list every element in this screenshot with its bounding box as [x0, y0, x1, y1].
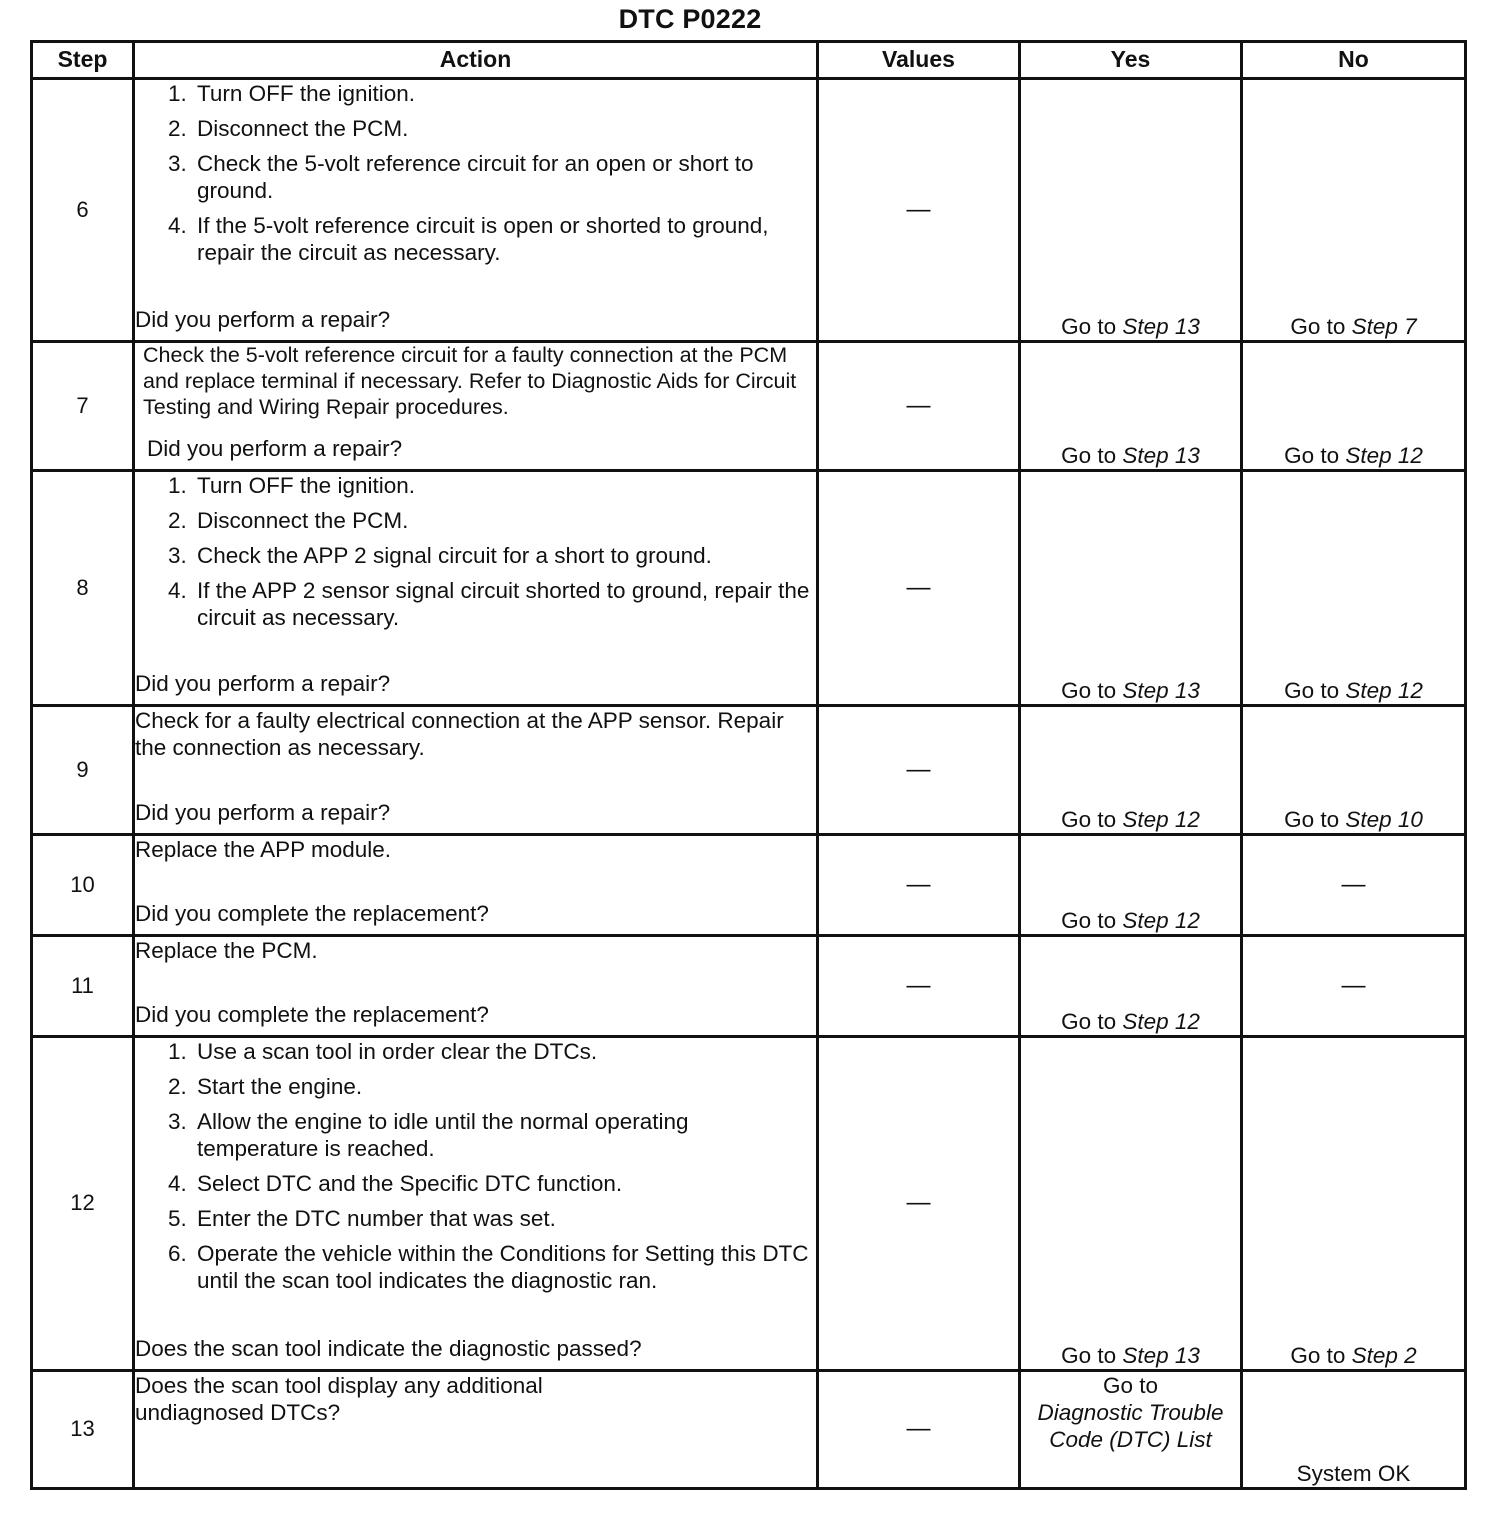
no-cell	[1242, 706, 1466, 835]
action-item: 1. Turn OFF the ignition.	[193, 472, 816, 499]
step-number: 9	[32, 706, 134, 835]
action-cell	[134, 79, 818, 342]
action-question: Did you complete the replacement?	[135, 901, 489, 926]
action-cell	[134, 342, 818, 471]
header-step: Step	[32, 42, 134, 79]
values-cell: —	[818, 835, 1020, 936]
values-cell: —	[818, 1037, 1020, 1371]
action-item: 3. Check the APP 2 signal circuit for a short to ground.	[193, 542, 816, 569]
no-cell	[1242, 79, 1466, 342]
table-row	[32, 706, 1466, 835]
step-number: 13	[32, 1371, 134, 1489]
goto-prefix: Go to	[1102, 1373, 1159, 1398]
action-item: 3. Allow the engine to idle until the normal operating temperature is reached.	[193, 1108, 816, 1162]
no-cell	[1242, 1037, 1466, 1371]
yes-target-link[interactable]: Step 12	[1122, 807, 1200, 832]
goto-prefix: Go to	[1061, 678, 1117, 703]
action-text: Check the 5-volt reference circuit for a faulty connection at the PCM and replace terminal if necessary. Refer to Diagnostic Aids for Circuit Testing and Wiring Repair procedures.	[143, 343, 797, 419]
yes-cell	[1020, 1371, 1242, 1489]
action-cell	[134, 1371, 818, 1489]
yes-cell	[1020, 79, 1242, 342]
action-list	[135, 1038, 816, 1302]
goto-prefix: Go to	[1061, 908, 1117, 933]
action-question: Did you perform a repair?	[147, 436, 403, 461]
step-number: 6	[32, 79, 134, 342]
goto-prefix: Go to	[1290, 1343, 1346, 1368]
values-cell: —	[818, 471, 1020, 706]
goto-prefix: Go to	[1061, 1343, 1117, 1368]
action-cell	[134, 936, 818, 1037]
values-cell: —	[818, 1371, 1020, 1489]
dtc-table	[30, 40, 1467, 1490]
step-number: 7	[32, 342, 134, 471]
step-number: 8	[32, 471, 134, 706]
action-item: 3. Check the 5-volt reference circuit for an open or short to ground.	[193, 150, 816, 204]
action-item: 5. Enter the DTC number that was set.	[193, 1205, 816, 1232]
action-item: 1. Use a scan tool in order clear the DTCs.	[193, 1038, 816, 1065]
goto-prefix: Go to	[1284, 678, 1340, 703]
goto-prefix: Go to	[1290, 314, 1346, 339]
table-row	[32, 1371, 1466, 1489]
action-question: Did you perform a repair?	[135, 307, 391, 332]
no-target-link[interactable]: Step 7	[1351, 314, 1417, 339]
action-question: Does the scan tool indicate the diagnostic passed?	[135, 1336, 642, 1361]
no-target-link[interactable]: Step 12	[1345, 443, 1423, 468]
action-item: 1. Turn OFF the ignition.	[193, 80, 816, 107]
action-item: 2. Start the engine.	[193, 1073, 816, 1100]
no-target-link[interactable]: Step 10	[1345, 807, 1423, 832]
action-item: 4. If the APP 2 sensor signal circuit shorted to ground, repair the circuit as necessary.	[193, 577, 816, 631]
goto-prefix: Go to	[1061, 1009, 1117, 1034]
action-question: Did you perform a repair?	[135, 671, 391, 696]
action-question: Did you perform a repair?	[135, 800, 391, 825]
values-cell: —	[818, 936, 1020, 1037]
yes-target-link[interactable]: Step 13	[1122, 678, 1200, 703]
step-number: 11	[32, 936, 134, 1037]
values-cell: —	[818, 342, 1020, 471]
action-question: Did you complete the replacement?	[135, 1002, 489, 1027]
action-item: 6. Operate the vehicle within the Conditions for Setting this DTC until the scan tool indicates the diagnostic ran.	[193, 1240, 816, 1294]
action-list	[135, 80, 816, 274]
values-cell: —	[818, 706, 1020, 835]
yes-target-link[interactable]: Step 13	[1122, 443, 1200, 468]
goto-prefix: Go to	[1061, 314, 1117, 339]
step-number: 10	[32, 835, 134, 936]
yes-cell	[1020, 1037, 1242, 1371]
no-target-link[interactable]: Step 12	[1345, 678, 1423, 703]
no-cell: System OK	[1242, 1371, 1466, 1489]
header-values: Values	[818, 42, 1020, 79]
action-cell	[134, 471, 818, 706]
header-yes: Yes	[1020, 42, 1242, 79]
table-row	[32, 936, 1466, 1037]
goto-prefix: Go to	[1061, 443, 1117, 468]
action-text: Does the scan tool display any additional undiagnosed DTCs?	[135, 1373, 543, 1425]
values-cell: —	[818, 79, 1020, 342]
no-cell: —	[1242, 936, 1466, 1037]
step-number: 12	[32, 1037, 134, 1371]
yes-cell	[1020, 706, 1242, 835]
action-text: Replace the PCM.	[135, 938, 318, 963]
action-item: 4. Select DTC and the Specific DTC function.	[193, 1170, 816, 1197]
goto-prefix: Go to	[1284, 443, 1340, 468]
action-item: 4. If the 5-volt reference circuit is open or shorted to ground, repair the circuit as necessary.	[193, 212, 816, 266]
yes-cell	[1020, 835, 1242, 936]
action-list	[135, 472, 816, 639]
action-text: Check for a faulty electrical connection at the APP sensor. Repair the connection as necessary.	[135, 708, 784, 760]
table-row	[32, 471, 1466, 706]
action-cell	[134, 706, 818, 835]
table-row	[32, 342, 1466, 471]
table-row	[32, 79, 1466, 342]
action-text: Replace the APP module.	[135, 837, 392, 862]
no-target-link[interactable]: Step 2	[1351, 1343, 1417, 1368]
header-row	[32, 42, 1466, 79]
yes-target-link[interactable]: Step 13	[1122, 1343, 1200, 1368]
yes-target-link[interactable]: Step 12	[1122, 908, 1200, 933]
page-title: DTC P0222	[618, 4, 762, 34]
yes-target-link[interactable]: Step 13	[1122, 314, 1200, 339]
goto-prefix: Go to	[1284, 807, 1340, 832]
goto-prefix: Go to	[1061, 807, 1117, 832]
no-cell: —	[1242, 835, 1466, 936]
yes-target-link[interactable]: Step 12	[1122, 1009, 1200, 1034]
no-cell	[1242, 342, 1466, 471]
action-cell	[134, 1037, 818, 1371]
yes-cell	[1020, 936, 1242, 1037]
yes-target-link[interactable]: Diagnostic Trouble Code (DTC) List	[1037, 1400, 1224, 1452]
action-item: 2. Disconnect the PCM.	[193, 507, 816, 534]
yes-cell	[1020, 471, 1242, 706]
action-cell	[134, 835, 818, 936]
action-item: 2. Disconnect the PCM.	[193, 115, 816, 142]
header-no: No	[1242, 42, 1466, 79]
no-cell	[1242, 471, 1466, 706]
yes-cell	[1020, 342, 1242, 471]
table-row	[32, 1037, 1466, 1371]
table-row	[32, 835, 1466, 936]
header-action: Action	[134, 42, 818, 79]
